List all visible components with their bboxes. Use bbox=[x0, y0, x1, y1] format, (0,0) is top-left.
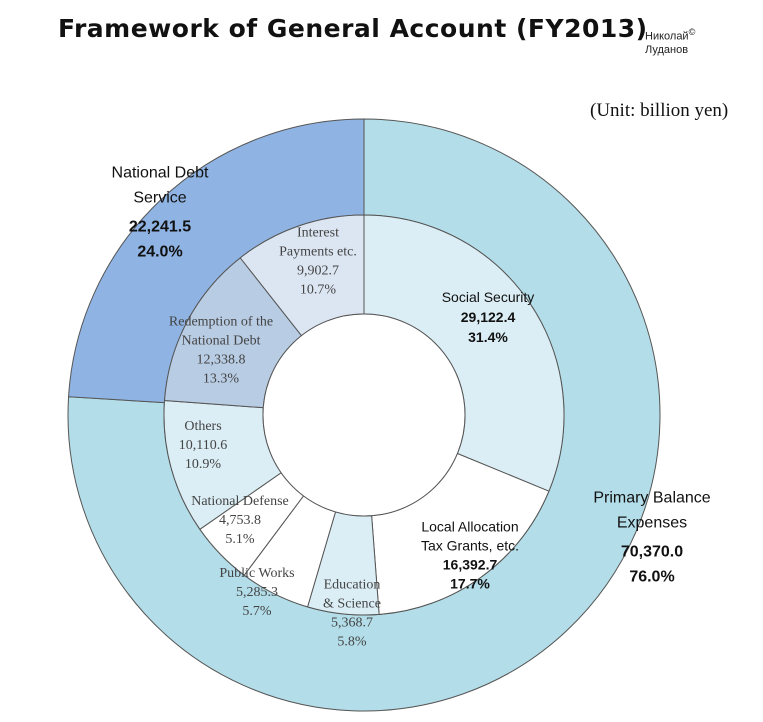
inner-label-redemption-of-the-national-debt-line-3: 12,338.8 bbox=[196, 352, 246, 368]
copyright-mark: © bbox=[688, 27, 696, 37]
inner-label-national-defense-line-2: 4,753.8 bbox=[219, 513, 261, 528]
inner-label-public-works-line-3: 5.7% bbox=[242, 604, 272, 619]
outer-label-national-debt-service-line-1: National Debt bbox=[111, 164, 209, 182]
outer-label-primary-balance-expenses-line-3: 70,370.0 bbox=[620, 543, 684, 561]
inner-label-interest-payments-etc-line-1: Interest bbox=[297, 225, 339, 241]
unit-label: (Unit: billion yen) bbox=[590, 100, 729, 121]
inner-label-local-allocation-tax-grants-etc-line-1: Local Allocation bbox=[421, 518, 519, 535]
chart-title: Framework of General Account (FY2013) bbox=[58, 14, 648, 43]
inner-label-local-allocation-tax-grants-etc-line-4: 17.7% bbox=[450, 575, 490, 592]
inner-label-local-allocation-tax-grants-etc-line-2: Tax Grants, etc. bbox=[420, 537, 520, 554]
author-last-name: Луданов bbox=[645, 43, 689, 56]
outer-label-national-debt-service-line-4: 24.0% bbox=[137, 243, 183, 261]
inner-label-education-science-line-1: Education bbox=[323, 577, 381, 593]
inner-label-national-defense-line-1: National Defense bbox=[191, 494, 289, 509]
inner-label-redemption-of-the-national-debt-line-2: National Debt bbox=[181, 333, 261, 349]
inner-label-education-science-line-2: & Science bbox=[323, 596, 381, 612]
inner-label-others-line-3: 10.9% bbox=[184, 457, 222, 472]
inner-label-others bbox=[179, 419, 227, 472]
inner-label-others-line-1: Others bbox=[184, 419, 222, 434]
inner-label-redemption-of-the-national-debt-line-1: Redemption of the bbox=[168, 314, 274, 330]
inner-label-social-security-line-3: 31.4% bbox=[468, 329, 508, 345]
inner-label-interest-payments-etc-line-2: Payments etc. bbox=[279, 244, 357, 260]
outer-label-primary-balance-expenses-line-1: Primary Balance bbox=[593, 489, 711, 507]
inner-label-social-security-line-1: Social Security bbox=[441, 289, 535, 305]
inner-label-national-defense-line-3: 5.1% bbox=[225, 532, 255, 547]
inner-label-public-works-line-1: Public Works bbox=[219, 566, 295, 581]
inner-label-others-line-2: 10,110.6 bbox=[178, 438, 228, 453]
outer-label-primary-balance-expenses-line-4: 76.0% bbox=[629, 568, 675, 586]
outer-label-primary-balance-expenses-line-2: Expenses bbox=[616, 514, 688, 532]
inner-label-interest-payments-etc-line-4: 10.7% bbox=[299, 282, 337, 298]
outer-label-national-debt-service-line-3: 22,241.5 bbox=[128, 218, 192, 236]
inner-label-local-allocation-tax-grants-etc-line-3: 16,392.7 bbox=[442, 556, 498, 573]
inner-label-public-works-line-2: 5,285.3 bbox=[236, 585, 278, 600]
inner-label-social-security-line-2: 29,122.4 bbox=[460, 309, 516, 325]
inner-label-education-science-line-4: 5.8% bbox=[337, 634, 367, 650]
author-first-name: Николай bbox=[645, 30, 689, 43]
inner-label-redemption-of-the-national-debt-line-4: 13.3% bbox=[202, 371, 240, 387]
inner-label-interest-payments-etc-line-3: 9,902.7 bbox=[297, 263, 339, 279]
donut-center-hole bbox=[263, 314, 465, 516]
inner-label-education-science-line-3: 5,368.7 bbox=[331, 615, 373, 631]
outer-label-national-debt-service-line-2: Service bbox=[133, 189, 187, 207]
